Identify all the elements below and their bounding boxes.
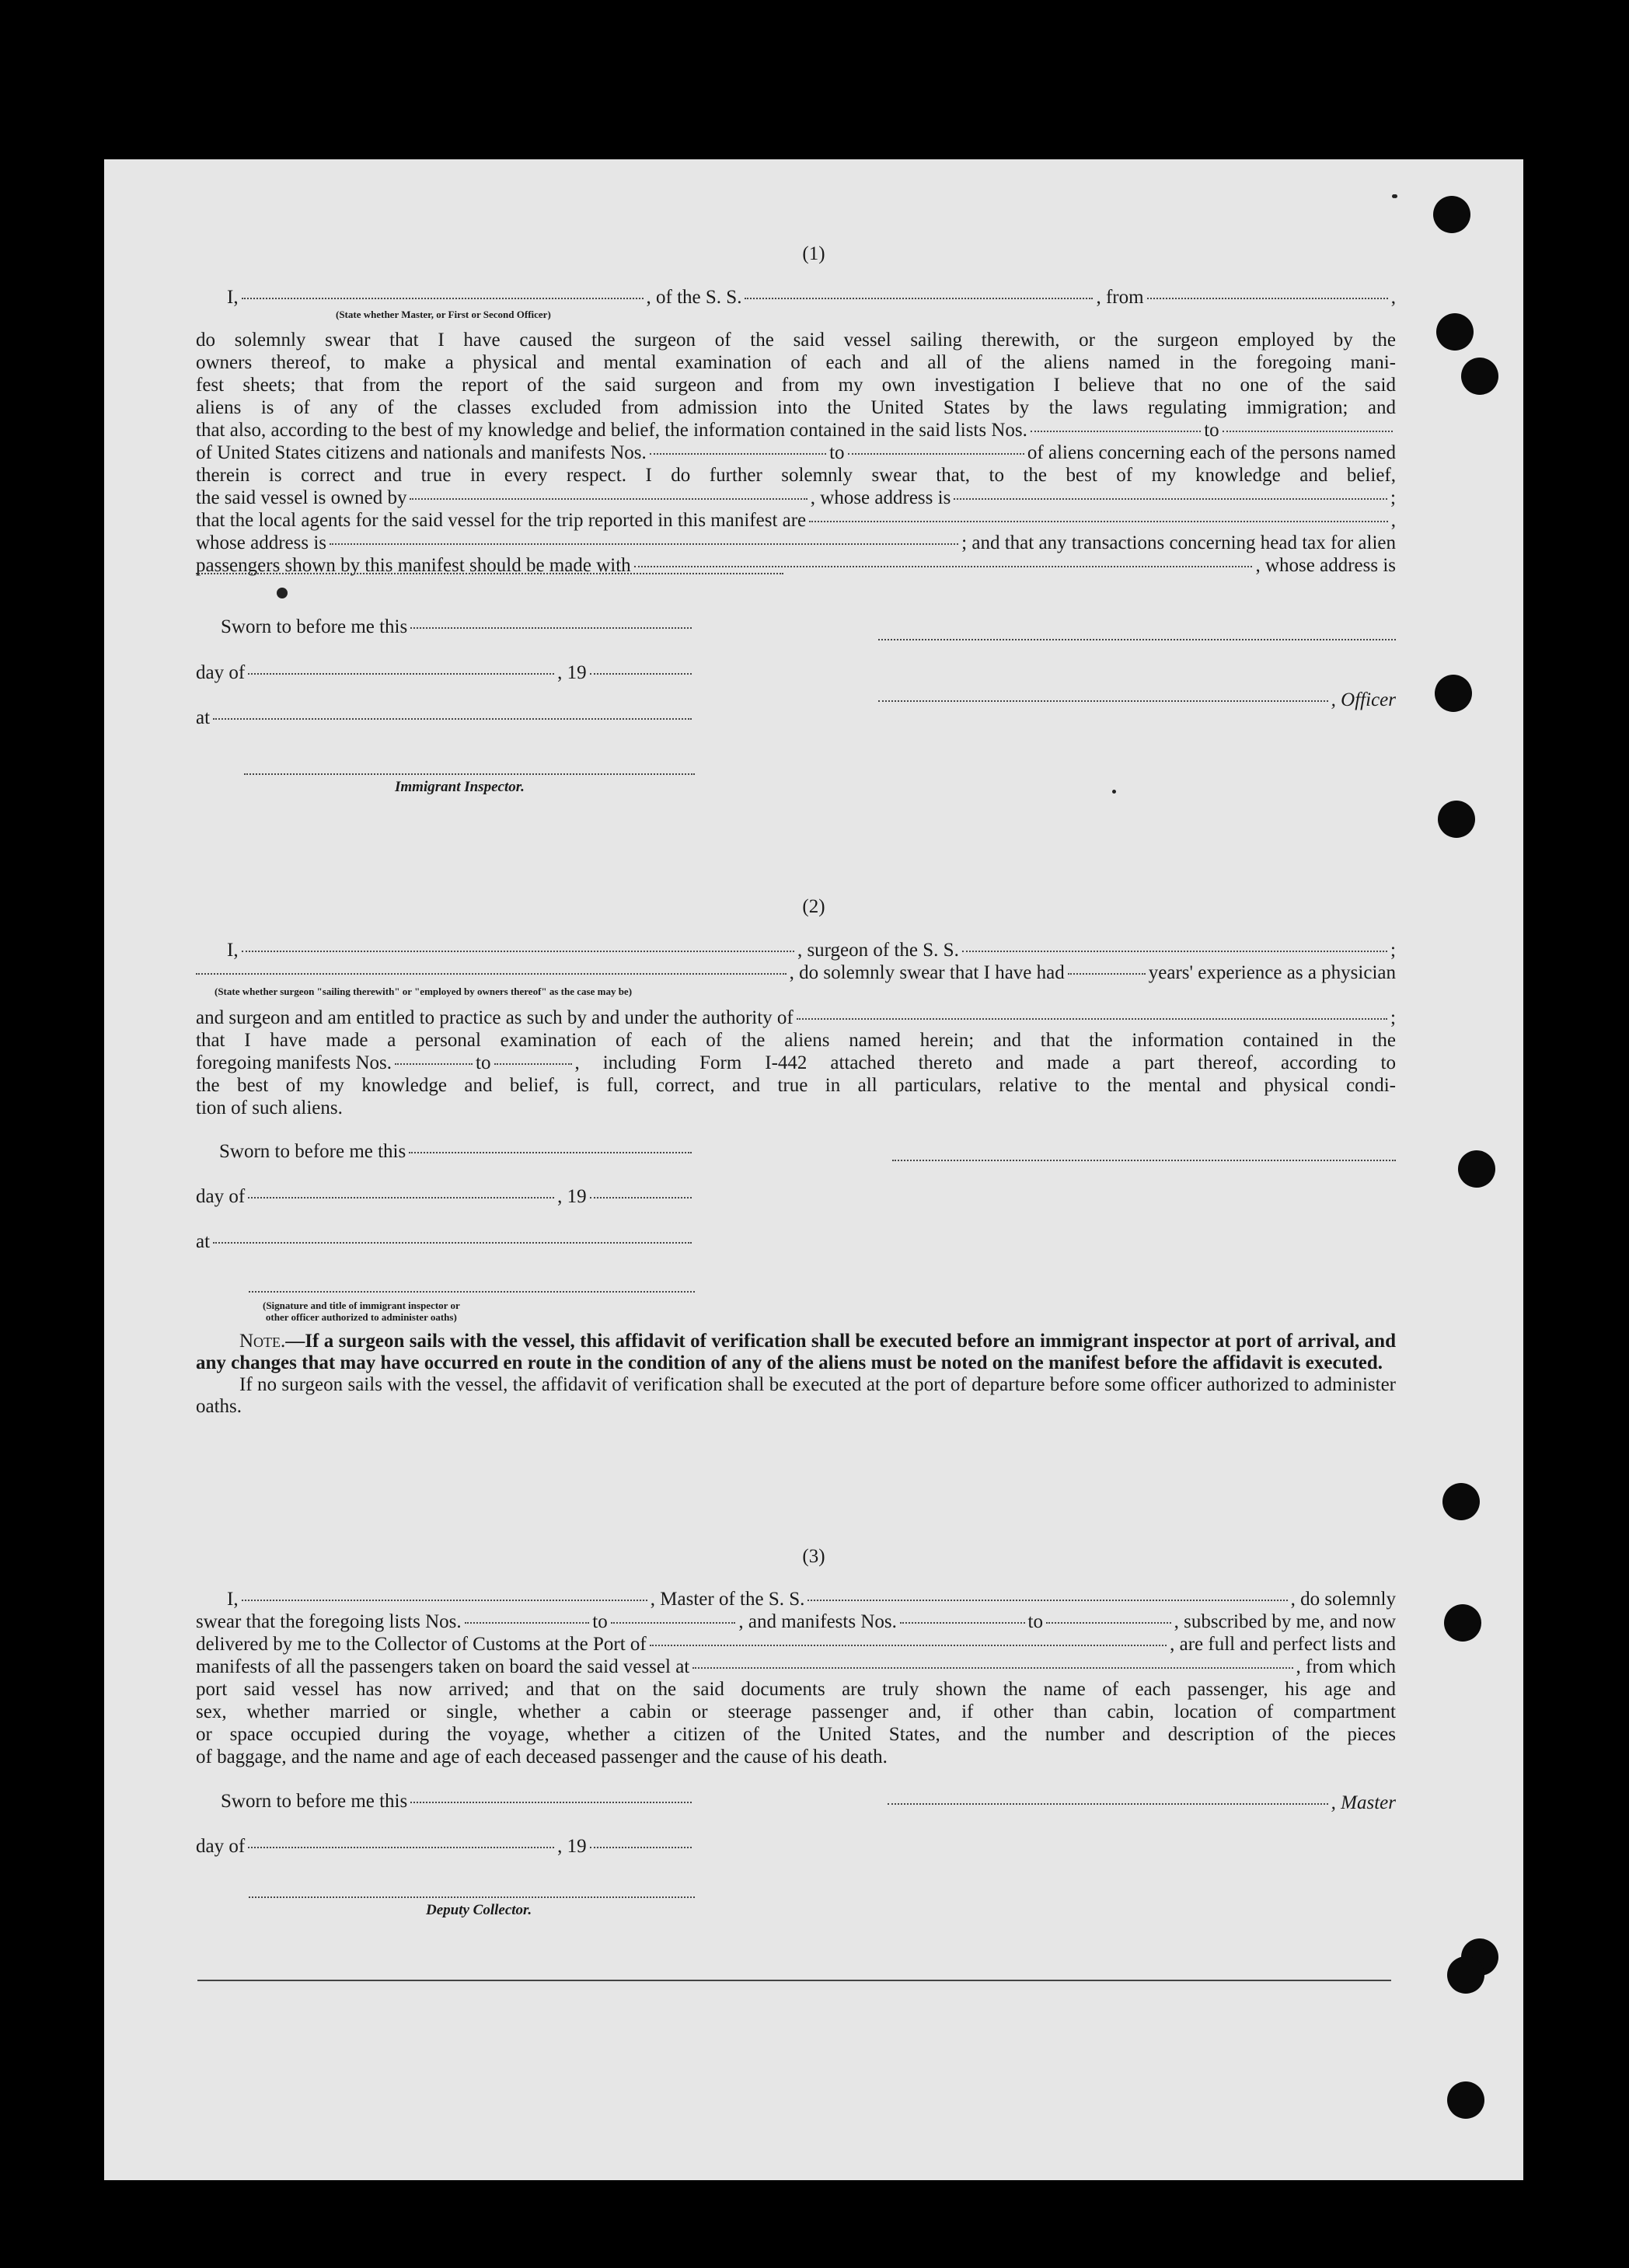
binder-hole (1442, 1483, 1480, 1520)
day-of-label: day of (196, 662, 246, 683)
s3-to-label: to (1027, 1611, 1043, 1632)
authority-field[interactable] (797, 1018, 1387, 1020)
officer-hint: (State whether Master, or First or Second Officer) (336, 309, 551, 320)
binder-hole (1458, 1150, 1495, 1188)
subscribed-text: , subscribed by me, and now (1174, 1611, 1397, 1632)
s3-lists-to-field[interactable] (611, 1622, 736, 1624)
s2-year-field[interactable] (590, 1197, 692, 1199)
section-3-body (196, 1588, 1396, 1768)
s2-at-row (196, 1231, 695, 1253)
s2-line: that I have made a personal examination of each of the aliens named herein; and that the information contained in the (196, 1030, 1396, 1051)
at-label: at (196, 1231, 211, 1252)
s3-line: of baggage, and the name and age of each deceased passenger and the cause of his death. (196, 1746, 888, 1767)
head-tax-label: passengers shown by this manifest should be made with (196, 555, 631, 576)
s2-manifests-from-field[interactable] (395, 1063, 473, 1065)
s1-officer-row (878, 689, 1396, 711)
s1-aliens-text: of aliens concerning each of the persons named (1027, 442, 1397, 463)
s2-sworn-row (219, 1141, 695, 1163)
inspector-signature-line[interactable] (244, 773, 695, 775)
s3-master-row (888, 1792, 1396, 1814)
s3-manifests-to-field[interactable] (1046, 1622, 1171, 1624)
from-port-field[interactable] (1147, 298, 1388, 299)
agents-field[interactable] (809, 521, 1388, 522)
s3-manifests-from-field[interactable] (900, 1622, 1025, 1624)
s2-manifests-to-field[interactable] (494, 1063, 572, 1065)
master-label: , Master (1331, 1792, 1396, 1813)
s2-vessel-field[interactable] (962, 951, 1387, 952)
day-of-label: day of (196, 1836, 246, 1857)
binder-hole (1444, 1604, 1481, 1642)
at-place-field[interactable] (213, 718, 692, 720)
s1-line-lists (196, 419, 1396, 441)
s2-day-row (196, 1186, 695, 1208)
lists-to-field[interactable] (1223, 431, 1393, 432)
head-tax-text: ; and that any transactions concerning head tax for alien (961, 532, 1396, 553)
surgeon-of-label: , surgeon of the S. S. (797, 940, 959, 961)
head-tax-party-field[interactable] (634, 566, 1253, 567)
s2-surgeon-signature-line[interactable] (892, 1160, 1396, 1161)
s3-to-label: to (592, 1611, 608, 1632)
s2-line-2 (196, 961, 1396, 984)
authority-text: and surgeon and am entitled to practice as such by and under the authority of (196, 1007, 794, 1028)
experience-text: years' experience as a physician (1148, 962, 1396, 983)
note-text: —If a surgeon sails with the vessel, this affidavit of verification shall be executed before an immigrant inspector at port of arrival, and any changes that may have occurred en route in the condition of any of the aliens must be noted on the manifest before the affidavit is executed. (196, 1331, 1396, 1373)
owned-by-label: the said vessel is owned by (196, 487, 407, 508)
section-1-text (196, 329, 1396, 578)
s3-sworn-row (221, 1791, 695, 1813)
port-field[interactable] (650, 1645, 1167, 1646)
note-text-2: If no surgeon sails with the vessel, the affidavit of verification shall be executed at the port of departure before some officer authorized to administer oaths. (196, 1374, 1396, 1417)
s3-line-4 (196, 1656, 1396, 1678)
at-label: at (196, 707, 211, 728)
semicolon: ; (1390, 487, 1396, 508)
s2-line: the best of my knowledge and belief, is full, correct, and true in all particulars, relative to the mental and physical condi- (196, 1075, 1396, 1096)
boarded-text: manifests of all the passengers taken on board the said vessel at (196, 1656, 690, 1677)
section-1-line-1 (196, 286, 1396, 309)
section-1-number: (1) (802, 243, 825, 264)
swear-text: , do solemnly swear that I have had (789, 962, 1065, 983)
s1-line-owner (196, 487, 1396, 509)
whose-address-label: whose address is (196, 532, 327, 553)
day-of-label: day of (196, 1186, 246, 1207)
ink-mark (1394, 194, 1397, 198)
bottom-rule (197, 1980, 1391, 1981)
whose-address-label: , whose address is (1255, 555, 1396, 576)
s1-line: do solemnly swear that I have caused the surgeon of the said vessel sailing therewith, or the surgeon employed by the (196, 330, 1396, 351)
s1-day-row (196, 662, 695, 684)
of-ss-label: , of the S. S. (646, 287, 742, 308)
s3-line: sex, whether married or single, whether a cabin or steerage passenger and, if other than cabin, location of compartment (196, 1701, 1396, 1722)
s3-day-row (196, 1836, 695, 1858)
semicolon: ; (1390, 940, 1396, 961)
s3-manifests-label: , and manifests Nos. (738, 1611, 897, 1632)
section-2-body (196, 939, 1396, 984)
section-2-text (196, 1007, 1396, 1119)
year-prefix: , 19 (557, 1186, 587, 1207)
s1-line-agents (196, 509, 1396, 532)
s2-sworn-day-field[interactable] (409, 1152, 692, 1153)
port-text: delivered by me to the Collector of Customs at the Port of (196, 1634, 647, 1655)
s2-month-field[interactable] (248, 1197, 554, 1199)
from-label: , from (1096, 287, 1144, 308)
agents-label: that the local agents for the said vessel for the trip reported in this manifest are (196, 510, 807, 531)
s1-line-manifests (196, 441, 1396, 464)
s1-sworn-row (221, 616, 695, 638)
s1-witness-signature-line[interactable] (878, 639, 1396, 640)
s1-manifests-text: of United States citizens and nationals and manifests Nos. (196, 442, 647, 463)
s2-line-3 (196, 1007, 1396, 1029)
comma: , (1390, 287, 1396, 308)
year-prefix: , 19 (557, 1836, 587, 1857)
manifests-from-field[interactable] (650, 453, 826, 455)
s3-year-field[interactable] (590, 1847, 692, 1848)
sworn-day-field[interactable] (410, 627, 692, 629)
s1-line: fest sheets; that from the report of the said surgeon and from my own investigation I believe that no one of the said (196, 375, 1396, 396)
officer-signature-field[interactable] (878, 700, 1328, 702)
do-solemnly-label: , do solemnly (1290, 1589, 1396, 1610)
s1-line: therein is correct and true in every respect. I do further solemnly swear that, to the best of my knowledge and belief, (196, 465, 1396, 486)
inspector-caption: Immigrant Inspector. (395, 779, 525, 795)
s1-at-row (196, 707, 695, 729)
officer-label: , Officer (1331, 689, 1396, 710)
i-label: I, (227, 1589, 239, 1610)
binder-hole (1461, 358, 1498, 395)
s2-signature-line[interactable] (249, 1291, 695, 1293)
s3-line-1 (196, 1588, 1396, 1610)
master-signature-field[interactable] (888, 1803, 1328, 1805)
s1-to-label: to (1204, 420, 1219, 441)
section-1-body (196, 286, 1396, 309)
comma: , (1390, 510, 1396, 531)
s3-vessel-field[interactable] (808, 1600, 1287, 1601)
s3-line: port said vessel has now arrived; and that on the said documents are truly shown the name of each passenger, his age and (196, 1679, 1396, 1700)
s1-line-agent-address (196, 532, 1396, 554)
s3-sworn-day-field[interactable] (410, 1802, 692, 1803)
agents-address-field[interactable] (330, 543, 958, 545)
surgeon-hint: (State whether surgeon "sailing therewith" or "employed by owners thereof" as the case may be) (215, 986, 633, 997)
head-tax-address-field[interactable] (196, 573, 783, 574)
binder-hole (1436, 313, 1474, 351)
owner-address-field[interactable] (954, 498, 1387, 500)
binder-hole (1447, 2081, 1484, 2119)
manifests-label: foregoing manifests Nos. (196, 1052, 392, 1073)
master-of-label: , Master of the S. S. (650, 1589, 805, 1610)
note-label: Note. (239, 1331, 286, 1352)
surgeon-name-field[interactable] (242, 951, 794, 952)
s1-to-label: to (829, 442, 845, 463)
full-lists-text: , are full and perfect lists and (1170, 1634, 1396, 1655)
month-field[interactable] (248, 673, 554, 675)
years-field[interactable] (1068, 973, 1146, 975)
section-3-number: (3) (802, 1546, 825, 1567)
from-which-text: , from which (1296, 1656, 1396, 1677)
owner-field[interactable] (410, 498, 807, 500)
ink-mark (1112, 790, 1116, 794)
vessel-name-field[interactable] (745, 298, 1093, 299)
sworn-label: Sworn to before me this (219, 1141, 406, 1162)
i-label: I, (227, 287, 239, 308)
note-block (196, 1331, 1396, 1418)
s3-line-2 (196, 1610, 1396, 1633)
form-i442-text: , including Form I-442 attached thereto and made a part thereof, according to (574, 1052, 1396, 1073)
binder-hole (1438, 801, 1475, 838)
collector-signature-line[interactable] (249, 1896, 695, 1898)
s2-at-place-field[interactable] (213, 1242, 692, 1244)
s3-lists-label: swear that the foregoing lists Nos. (196, 1611, 462, 1632)
boarded-port-field[interactable] (692, 1667, 1292, 1669)
s3-lists-from-field[interactable] (465, 1622, 590, 1624)
manifests-to-field[interactable] (848, 453, 1024, 455)
whose-address-label: , whose address is (810, 487, 951, 508)
binder-hole (1433, 196, 1470, 233)
s1-line: owners thereof, to make a physical and mental examination of each and all of the aliens named in the foregoing mani- (196, 352, 1396, 373)
surgeon-status-field[interactable] (196, 973, 787, 975)
s3-month-field[interactable] (248, 1847, 554, 1848)
officer-name-field[interactable] (242, 298, 644, 299)
s3-line-3 (196, 1633, 1396, 1656)
s1-lists-text: that also, according to the best of my knowledge and belief, the information contained in the said lists Nos. (196, 420, 1027, 441)
binder-hole (1447, 1956, 1484, 1994)
s2-line: tion of such aliens. (196, 1097, 343, 1118)
lists-from-field[interactable] (1031, 431, 1201, 432)
section-2-number: (2) (802, 896, 825, 917)
i-label: I, (227, 940, 239, 961)
master-name-field[interactable] (242, 1600, 647, 1601)
semicolon: ; (1390, 1007, 1396, 1028)
year-prefix: , 19 (557, 662, 587, 683)
binder-hole (1435, 675, 1472, 712)
s2-line-5 (196, 1052, 1396, 1074)
s2-to-label: to (476, 1052, 491, 1073)
year-field[interactable] (590, 673, 692, 675)
s3-line: or space occupied during the voyage, whether a citizen of the United States, and the number and description of the pieces (196, 1724, 1396, 1745)
collector-caption: Deputy Collector. (426, 1902, 532, 1918)
ink-mark (277, 588, 288, 598)
sworn-label: Sworn to before me this (221, 1791, 408, 1812)
s1-line: aliens is of any of the classes excluded from admission into the United States by the laws regulating immigration; and (196, 397, 1396, 418)
s2-line-1 (196, 939, 1396, 961)
signature-caption: (Signature and title of immigrant inspector or other officer authorized to administer oaths) (263, 1300, 460, 1323)
s1-line-last (196, 577, 787, 578)
sworn-label: Sworn to before me this (221, 616, 408, 637)
form-sheet (104, 159, 1523, 2180)
